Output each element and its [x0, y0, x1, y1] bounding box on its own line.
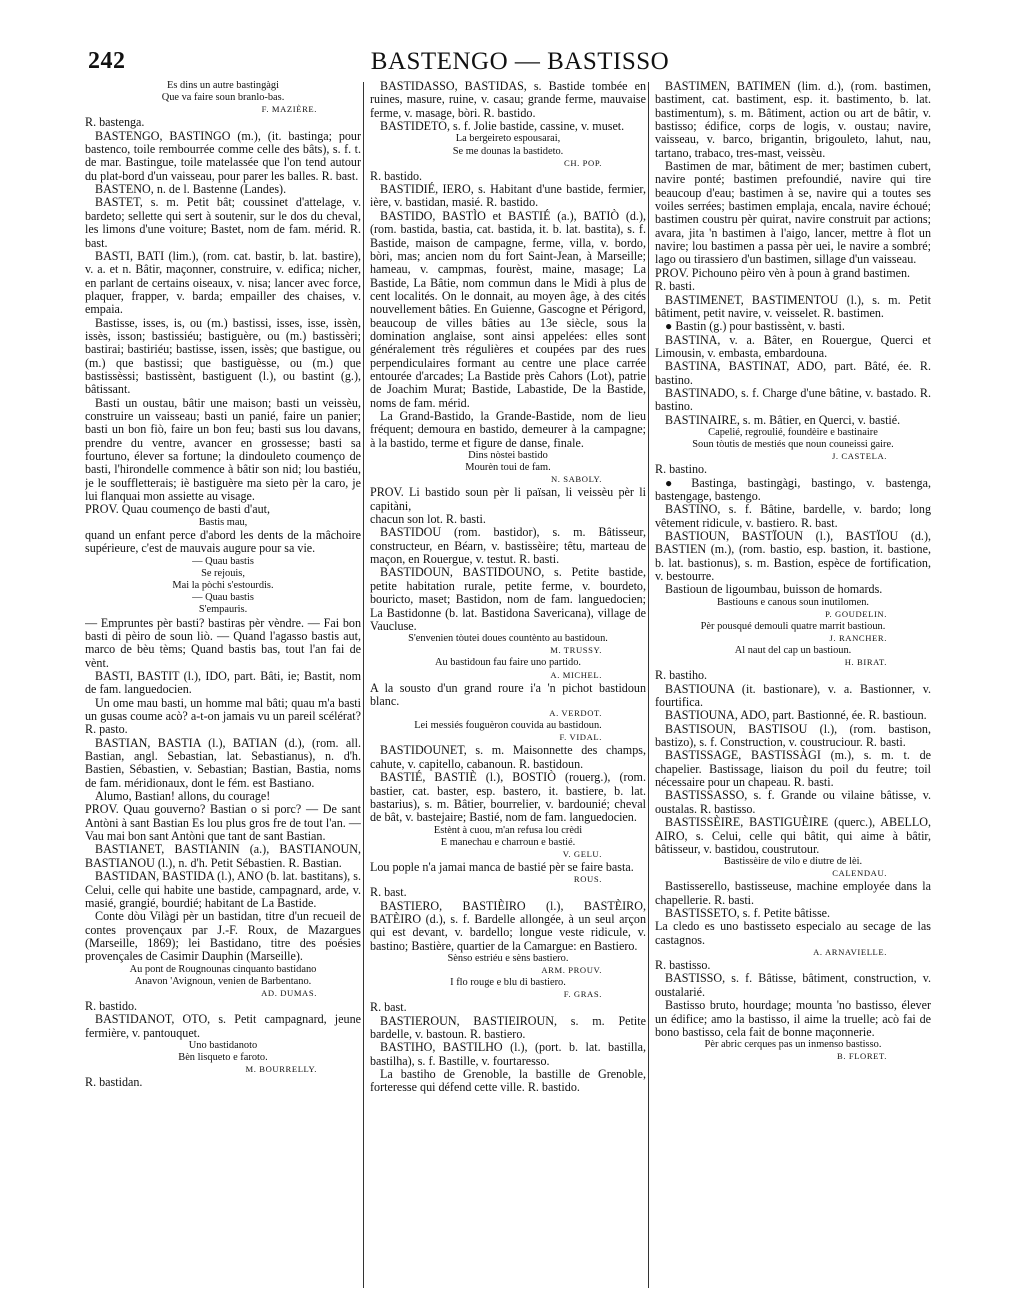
author-citation: ARM. PROUV. — [541, 965, 602, 976]
reference-line: R. bastidan. — [85, 1075, 143, 1090]
dictionary-entry: BASTISSETO, s. f. Petite bâtisse. — [665, 906, 831, 921]
dictionary-entry: Un ome mau basti, un homme mal bâti; quau m'a basti un gusas coume acò? a-t-on jamais vu un pareil scélérat? R. pasto. — [85, 695, 361, 737]
author-citation: A. VERDOT. — [549, 708, 602, 719]
dictionary-entry: Basti un oustau, bâtir une maison; basti un veissèu, construire un vaisseau; basti un panié, faire un panier; basti un bon fiò, faire un bon feu; basti sus lou davans, prendre du ventre, avancer en grossesse; basti sa fourtuno, élever sa fortune; la dindouleto coumenço de basti, l'hirondelle commence à bâtir son nid; lou bastiéu, je le souffletterais; iè bastiguère ma sieto pèr la caro, je lui flanquai mon assiette au visage. — [85, 395, 361, 504]
author-citation: J. RANCHER. — [829, 633, 887, 644]
dictionary-entry: Alumo, Bastian! allons, du courage! — [95, 789, 271, 804]
dictionary-entry: BASTISSO, s. f. Bâtisse, bâtiment, construction, v. oustalarié. — [655, 971, 931, 999]
dictionary-entry: Bastisserello, bastisseuse, machine employée dans la chapellerie. R. basti. — [655, 879, 931, 907]
verse-quote: Au bastidoun fau faire uno partido. — [434, 657, 581, 669]
dictionary-entry: BASTINAIRE, s. m. Bâtier, en Querci, v. bastié. — [665, 412, 901, 427]
reference-line: PROV. Quau coumenço de basti d'aut, — [85, 502, 271, 517]
author-citation: F. MAZIÈRE. — [261, 104, 317, 115]
column-divider — [648, 82, 649, 1288]
verse-quote: Estènt à cuou, m'an refusa lou crèdi E manechau e charroun e bastié. — [433, 824, 583, 848]
verse-quote: — Quau bastis Se rejouis, Mai la pòchi s'estourdis. — Quau bastis S'empauris. — [172, 555, 274, 616]
dictionary-entry: BASTENO, n. de l. Bastenne (Landes). — [95, 182, 287, 197]
column-divider — [363, 82, 364, 1288]
dictionary-entry: BASTIEROUN, BASTIEIROUN, s. m. Petite bardelle, v. bastoun. R. bastiero. — [370, 1013, 646, 1042]
dictionary-entry: BASTIDOUN, BASTIDOUNO, s. Petite bastide, petite habitation rurale, petite ferme, v. bourdeto, bouricto, maset; Bastidon, nom de fam. languedocien; La Bastidonne (b. lat. Bastidona Savericana), village de Vaucluse. — [370, 565, 646, 633]
dictionary-entry: BASTISSÈIRE, BASTIGUÈIRE (querc.), ABELLO, AIRO, s. Celui, celle qui bâtit, qui aime à bâtir, bâtisseur, v. bastidou, coustrutour. — [655, 815, 931, 856]
dictionary-entry: BASTIDOU (rom. bastidor), s. m. Bâtisseur, constructeur, en Béarn, v. bastissèire; têtu, marteau de maçon, en Rouergue, v. testut. R. basti. — [370, 525, 646, 567]
reference-line: quand un enfant perce d'abord les dents de la mâchoire supérieure, c'est de mauvais augure pour sa vie. — [85, 527, 361, 556]
author-citation: AD. DUMAS. — [261, 987, 317, 998]
column-2 — [370, 80, 646, 1295]
verse-quote: Pèr pousqué demouli quatre marrit bastioun. — [700, 620, 886, 632]
reference-line: PROV. Quau gouverno? Bastian o si porc? — De sant Antòni à sant Bastian Es lou plus gros fre de tout l'an. — Vau mai bon sant Antòni que tant de sant Bastian. — [85, 802, 361, 844]
dictionary-entry: BASTIDANOT, OTO, s. Petit campagnard, jeune fermière, v. pantouquet. — [85, 1012, 361, 1040]
reference-line: R. bastido. — [85, 998, 138, 1013]
dictionary-entry: BASTIOUNA, ADO, part. Bastionné, ée. R. bastioun. — [665, 708, 927, 723]
verse-quote: Au pont de Rougnounas cinquanto bastidano Anavon 'Avignoun, venien de Barbentano. — [129, 963, 317, 987]
author-citation: CALENDAU. — [832, 868, 887, 879]
reference-line: A la sousto d'un grand roure i'a 'n pichot bastidoun blanc. — [370, 680, 646, 708]
author-citation: M. TRUSSY. — [550, 645, 602, 656]
dictionary-entry: BASTIOUNA (it. bastionare), v. a. Bastionner, v. fourtifica. — [655, 681, 931, 710]
reference-line: R. bastenga. — [85, 115, 145, 130]
dictionary-entry: Bastioun de ligoumbau, buisson de homards. — [665, 582, 883, 597]
dictionary-entry: BASTISOUN, BASTISOU (l.), (rom. bastison, bastizo), s. f. Construction, v. coustruciour. R. basti. — [655, 721, 931, 750]
dictionary-entry: BASTIDASSO, BASTIDAS, s. Bastide tombée en ruines, masure, ruine, v. casau; grande ferme, mauvaise ferme, v. masage, bòri. R. bastido. — [370, 80, 646, 120]
author-citation: F. GRAS. — [563, 989, 602, 1000]
reference-line: Lou pople n'a jamai manca de bastié pèr se faire basta. — [370, 859, 634, 874]
verse-quote: I flo rouge e blu di bastiero. — [450, 977, 566, 989]
running-head: BASTENGO — BASTISSO — [370, 48, 670, 75]
verse-quote: Bastiouns e canous soun inutilomen. — [716, 596, 870, 608]
dictionary-entry: BASTIDOUNET, s. m. Maisonnette des champs, cahute, v. capitello, cabanoun. R. bastidoun. — [370, 743, 646, 771]
dictionary-entry: BASTINA, BASTINAT, ADO, part. Bâté, ée. R. bastino. — [655, 359, 931, 387]
dictionary-entry: Conte dòu Vilàgi pèr un bastidan, titre d'un recueil de contes provençaux par J.-F. Roux, de Mazargues (Marseille, 1869); lei Bastidano, titre des poésies provençales de Casimir Dauphin (Marseille). — [85, 909, 361, 964]
page-number: 242 — [88, 48, 126, 74]
verse-quote: Uno bastidanoto Bèn lisqueto e faroto. — [178, 1040, 268, 1064]
dictionary-entry: La Grand-Bastido, la Grande-Bastide, nom de lieu fréquent; demoura en bastido, demeurer à la campagne; à la bastido, terme et figure de danse, finale. — [370, 408, 646, 450]
author-citation: N. SABOLY. — [550, 474, 602, 485]
reference-line: PROV. Li bastido soun pèr li païsan, li veissèu pèr li capitàni, — [370, 485, 646, 513]
dictionary-entry: BASTIMENET, BASTIMENTOU (l.), s. m. Petit bâtiment, petit navire, v. veisselet. R. bastimen. — [655, 292, 931, 320]
dictionary-entry: ● Bastinga, bastingàgi, bastingo, v. bastenga, bastengage, bastengo. — [655, 475, 931, 504]
verse-quote: Sènso estriéu e sèns bastiero. — [447, 953, 569, 965]
dictionary-entry: BASTISSAGE, BASTISSÀGI (m.), s. m. t. de chapelier. Bastissage, liaison du poil du feutre; toil nécessaire pour un chapeau. R. basti. — [655, 748, 931, 790]
dictionary-entry: BASTIHO, BASTILHO (l.), (port. b. lat. bastilla, bastilha), s. f. Bastille, v. fourtaresso. — [370, 1040, 646, 1068]
reference-line: R. bast. — [370, 1000, 407, 1015]
author-citation: J. CASTELA. — [831, 451, 887, 462]
column-3 — [655, 80, 931, 1295]
author-citation: P. GOUDELIN. — [825, 608, 887, 619]
reference-line: R. bastido. — [370, 168, 423, 183]
author-citation: H. BIRAT. — [844, 657, 887, 668]
author-citation: V. GELU. — [562, 848, 602, 859]
verse-quote: Bastis mau, — [198, 516, 248, 528]
dictionary-entry: BASTIDO, BASTÌO et BASTIÉ (a.), BATIÒ (d.), (rom. bastida, bastia, cat. bastida, it. b. lat. bastita), s. f. Bastide, maison de campagne, ferme, villa, v. bordo, bòri, mas; ancien nom du fort Saint-Jean, à Marseille; hameau, v. campmas, fourèst, maine, masage; La Bastide, La Bâtie, nom commun dans le Midi à plus de cent localités. On le donnait, au moyen âge, à des cités nouvellement bâties. En Guienne, Gascogne et Périgord, beaucoup de villes bâties au 13e siècle, sous la domination anglaise, sont ainsi appelées: elles sont généralement très régulières et coupées par des rues perpendiculaires formant au centre une place carrée entourée d'arcades; La Bastide près Cahors (Lot), patrie de Joachim Murat; Bastide, Labastide, De la Bastide, noms de fam. mérid. — [370, 208, 646, 410]
dictionary-entry: Bastisse, isses, is, ou (m.) bastissi, isses, isse, issèn, issès, isson; bastissiéu; bastiguère, ou (m.) bastissèri; bastirai; bastiriéu; bastisse, issen, issès; que bastigue, ou (m.) que bastissi; que bastiguèsse, ou (m.) que bastissèssi; bastissènt, bastiguent (l.), ou bastint (g.), bâtissant. — [85, 315, 361, 397]
dictionary-entry: BASTIMEN, BATIMEN (lim. d.), (rom. bastimen, bastiment, cat. bastiment, esp. it. bastimento, b. lat. bastimentum), s. m. Bâtiment, action ou art de bâtir, v. bastisso; édifice, corps de logis, v. oustau; navire, vaisseau, v. barco, brigantin, brigouleto, lahut, nau, tartano, trabaco, tres-mast, veissèu. — [655, 80, 931, 160]
author-citation: B. FLORET. — [836, 1051, 887, 1062]
dictionary-entry: BASTIDIÉ, IERO, s. Habitant d'une bastide, fermier, ière, v. bastidan, masié. R. bastido. — [370, 182, 646, 210]
verse-quote: Es dins un autre bastingàgi Que va faire soun branlo-bas. — [161, 80, 285, 104]
reference-line: R. bast. — [370, 885, 407, 900]
verse-quote: Bastissèire de vilo e diutre de lèi. — [723, 856, 863, 868]
reference-line: R. bastisso. — [655, 958, 711, 973]
dictionary-entry: Bastisso bruto, hourdage; mounta 'no bastisso, élever un édifice; amo la bastisso, il aime la truelle; acò fai de bono bastisso, cela fait de bonne maçonnerie. — [655, 998, 931, 1039]
dictionary-entry: Bastimen de mar, bâtiment de mer; bastimen cubert, navire ponté; bastimen prefoundié, navire qui tire beaucoup d'eau; bastimen à se, navire qui a toutes ses voiles serrées; bastimen emplaja, encala, navire échoué; bastimen coustru pèr quirat, navire construit par actions; avara, jita 'n bastimen à l'aigo, lancer, mettre à flot un navire; lou bastimen a passa pèr uei, le navire a sombré; lago ou tirassiero d'un bastimen, sillage d'un vaisseau. — [655, 159, 931, 267]
dictionary-entry: ● Bastin (g.) pour bastissènt, v. basti. — [665, 319, 845, 334]
verse-quote: Lei messiés fouguèron couvida au bastidoun. — [414, 720, 602, 732]
verse-quote: Dins nòstei bastido Mourèn toui de fam. — [465, 450, 551, 474]
dictionary-entry: BASTET, s. m. Petit bât; coussinet d'attelage, v. bardeto; sellette qui sert à soutenir, sur le dos du cheval, les limons d'une voiture; Bastet, nom de fam. mérid. R. bast. — [85, 195, 361, 250]
author-citation: A. MICHEL. — [550, 669, 602, 680]
dictionary-entry: La bastiho de Grenoble, la bastille de Grenoble, forteresse qui défend cette ville. R. bastido. — [370, 1067, 646, 1095]
reference-line: R. bastiho. — [655, 668, 708, 683]
reference-line: La cledo es uno bastisseto especialo au secage de las castagnos. — [655, 919, 931, 947]
author-citation: ROUS. — [573, 874, 602, 885]
reference-line: PROV. Pichouno pèiro vèn à poun à grand bastimen. — [655, 265, 911, 280]
dictionary-entry: BASTINA, v. a. Bâter, en Rouergue, Querci et Limousin, v. embasta, embardouna. — [655, 332, 931, 360]
page-header — [80, 48, 960, 78]
author-citation: A. ARNAVIELLE. — [813, 947, 887, 958]
verse-quote: Capelié, regroulié, foundèire e bastinaire Soun tòutis de mestiés que noun couneissi gaire. — [692, 426, 894, 451]
dictionary-entry: BASTI, BATI (lim.), (rom. cat. bastir, b. lat. bastire), v. a. et n. Bâtir, maçonner, construire, v. edifica; nicher, en parlant de certains oiseaux, v. nisa; lancer avec force, plaquer, frapper, v. barda; empailler des chaises, v. empaia. — [85, 248, 361, 317]
verse-quote: Al naut del cap un bastioun. — [734, 645, 852, 657]
author-citation: F. VIDAL. — [559, 732, 602, 743]
dictionary-entry: BASTINADO, s. f. Charge d'une bâtine, v. bastado. R. bastino. — [655, 385, 931, 414]
reference-line: R. bastino. — [655, 462, 708, 477]
verse-quote: La bergeireto espousarai, Se me dounas la bastideto. — [452, 133, 564, 157]
dictionary-entry: BASTIÉ, BASTIÈ (l.), BOSTIÒ (rouerg.), (rom. bastier, cat. baster, esp. bastero, it. bastiere, b. lat. bastarius), s. m. Bâtier, bourrelier, v. bardounié; cheval de bât, v. bastejaire; Bastié, nom de fam. languedocien. — [370, 770, 646, 825]
author-citation: CH. POP. — [564, 157, 602, 168]
dictionary-entry: BASTI, BASTIT (l.), IDO, part. Bâti, ie; Bastit, nom de fam. languedocien. — [85, 669, 361, 697]
dictionary-entry: BASTIAN, BASTIA (l.), BATIAN (d.), (rom. all. Bastian, angl. Sebastian, lat. Sebastianus), n. d'h. Bastien, Sébastien, v. Sebastian; Bastian, Bastia, noms de fam. méridionaux, dont le fém. est Bastiano. — [85, 735, 361, 790]
verse-quote: Pèr abric cerques pas un inmenso bastisso. — [704, 1039, 882, 1051]
reference-line: chacun son lot. R. basti. — [370, 512, 486, 527]
dictionary-entry: BASTIERO, BASTIÈIRO (l.), BASTÈIRO, BATÈIRO (d.), s. f. Bardelle allongée, à un seul arçon qui est devant, v. bardello; longue veste ridicule, v. bastino; Bastière, quartier de la Camargue: en Bastiero. — [370, 898, 646, 953]
reference-line: — Empruntes pèr basti? bastiras pèr vèndre. — Fai bon basti di pèiro de soun liò. — Quand l'agasso bastis aut, marco de bèu tèms; Quand bastis bas, tout l'an fai de vènt. — [85, 615, 361, 670]
dictionary-entry: BASTIOUN, BASTÏOUN (l.), BASTÏOU (d.), BASTIEN (m.), (rom. bastio, esp. bastion, it. bastione, b. lat. bastionus), s. m. Bastion, espèce de fortification, v. bestourre. — [655, 529, 931, 584]
verse-quote: S'envenien tòutei doues countènto au bastidoun. — [408, 633, 608, 645]
column-1 — [85, 80, 361, 1295]
author-citation: M. BOURRELLY. — [245, 1064, 317, 1075]
dictionary-entry: BASTENGO, BASTINGO (m.), (it. bastinga; pour bastenco, toile rembourrée comme celle des bâts), s. f. t. de mar. Bastingue, toile matelassée que l'on tend autour du plat-bord d'un vaisseau, pour parer les balles. R. bast. — [85, 128, 361, 183]
dictionary-entry: BASTIDETO, s. f. Jolie bastide, cassine, v. muset. — [380, 119, 625, 134]
dictionary-entry: BASTINO, s. f. Bâtine, bardelle, v. bardo; long vêtement ridicule, v. bastiero. R. bast. — [655, 502, 931, 530]
dictionary-entry: BASTIANET, BASTIANIN (a.), BASTIANOUN, BASTIANOU (l.), n. d'h. Petit Sébastien. R. Bastian. — [85, 842, 361, 870]
dictionary-entry: BASTIDAN, BASTIDA (l.), ANO (b. lat. bastitans), s. Celui, celle qui habite une bastide, campagnard, arde, v. masié, grangié, bourdié; habitant de La Bastide. — [85, 869, 361, 910]
dictionary-entry: BASTISSASSO, s. f. Grande ou vilaine bâtisse, v. oustalas. R. bastisso. — [655, 788, 931, 816]
reference-line: R. basti. — [655, 279, 695, 294]
